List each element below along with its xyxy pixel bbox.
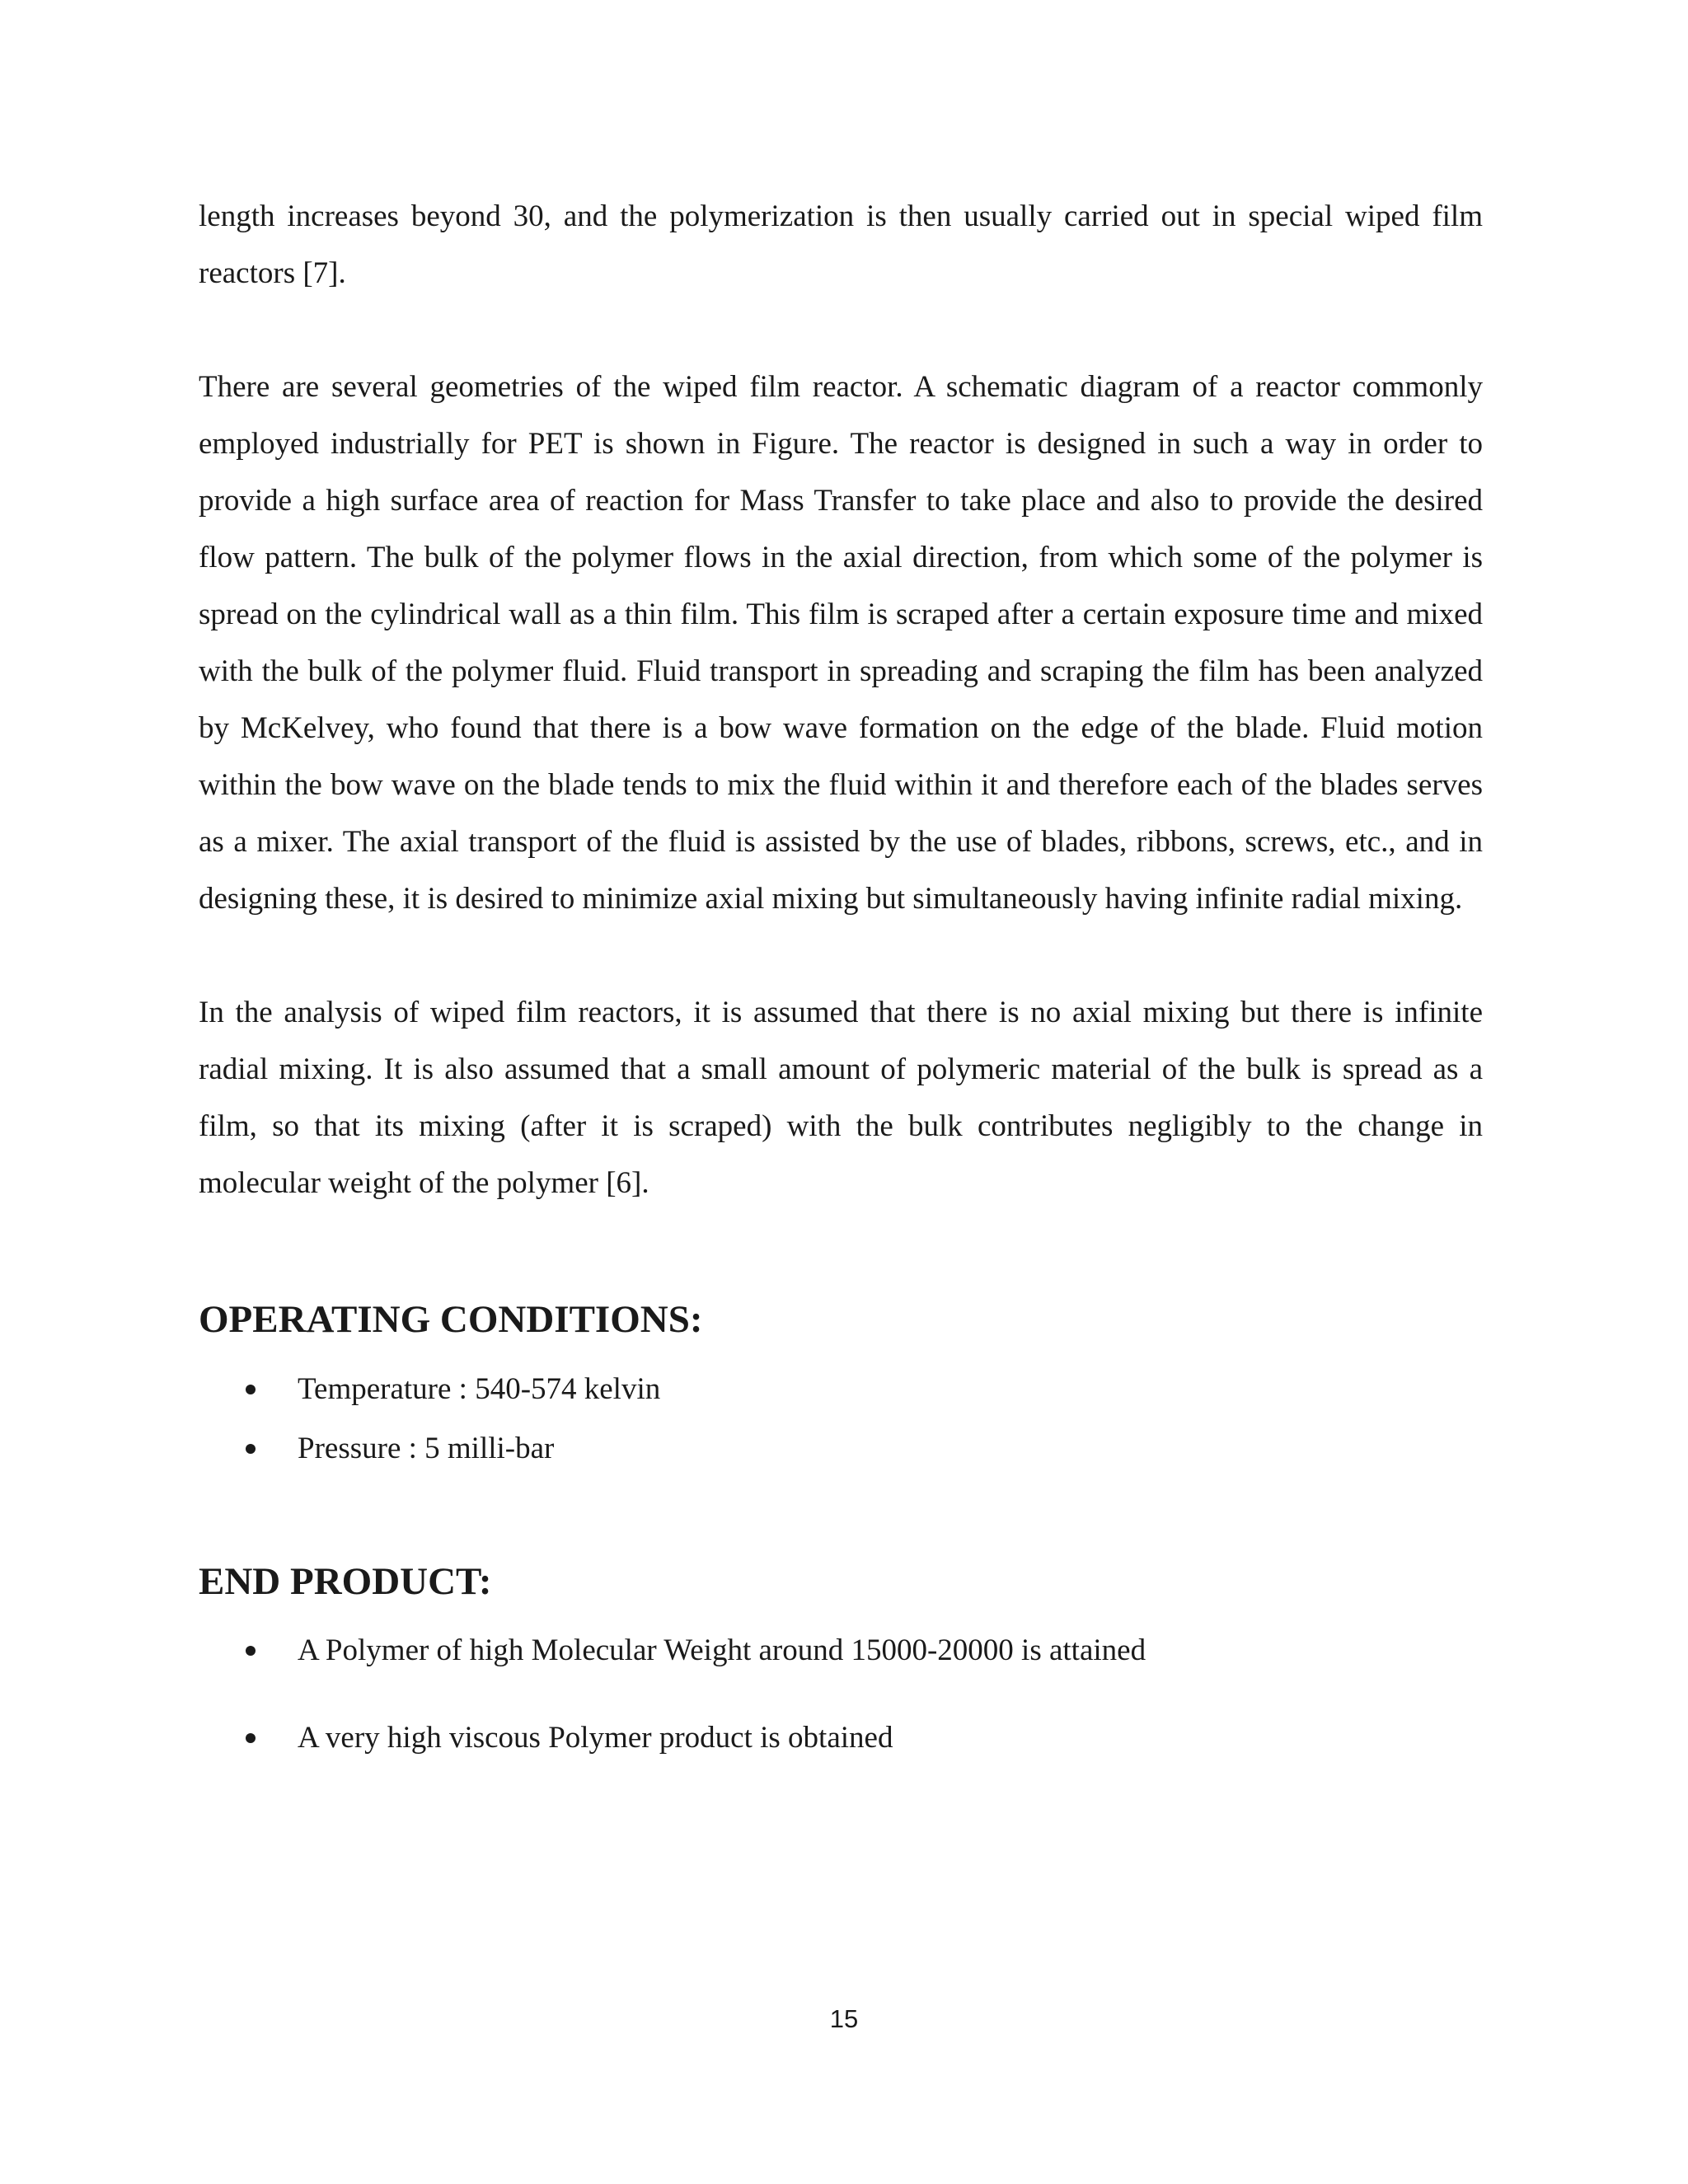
paragraph-continued-text: length increases beyond 30, and the polymerization is then usually carried out in special wiped film reactors [7].: [199, 199, 1483, 290]
end-product-heading: END PRODUCT:: [199, 1560, 492, 1603]
list-item: [199, 1708, 1146, 1768]
paragraph-reactor-geometries-text: There are several geometries of the wiped film reactor. A schematic diagram of a reactor commonly employed industrially for PET is shown in Figure. The reactor is designed in such a way in order to provide a high surface area of reaction for Mass Transfer to take place and also to provide the desired flow pattern. The bulk of the polymer flows in the axial direction, from which some of the polymer is spread on the cylindrical wall as a thin film. This film is scraped after a certain exposure time and mixed with the bulk of the polymer fluid. Fluid transport in spreading and scraping the film has been analyzed by McKelvey, who found that there is a bow wave formation on the edge of the blade. Fluid motion within the bow wave on the blade tends to mix the fluid within it and therefore each of the blades serves as a mixer. The axial transport of the fluid is assisted by the use of blades, ribbons, screws, etc., and in designing these, it is desired to minimize axial mixing but simultaneously having infinite radial mixing.: [199, 370, 1483, 916]
paragraph-reactor-geometries: [199, 359, 1483, 927]
page-number: 15: [829, 2004, 859, 2033]
paragraph-reactor-analysis-text: In the analysis of wiped film reactors, it is assumed that there is no axial mixing but there is infinite radial mixing. It is also assumed that a small amount of polymeric material of the bulk is spread as a film, so that its mixing (after it is scraped) with the bulk contributes negligibly to the change in molecular weight of the polymer [6].: [199, 996, 1483, 1200]
paragraph-reactor-analysis: [199, 984, 1483, 1212]
list-item: [199, 1621, 1146, 1680]
list-item-text: A very high viscous Polymer product is obtained: [298, 1721, 893, 1755]
list-item: [199, 1360, 660, 1419]
operating-conditions-list: [199, 1360, 660, 1479]
bullet-icon: [246, 1733, 256, 1743]
operating-conditions-heading: OPERATING CONDITIONS:: [199, 1298, 703, 1341]
end-product-list: [199, 1621, 1146, 1768]
paragraph-continued: [199, 188, 1483, 302]
list-item-text: Temperature : 540-574 kelvin: [298, 1372, 661, 1406]
bullet-icon: [246, 1444, 256, 1454]
list-item: [199, 1419, 660, 1479]
bullet-icon: [246, 1385, 256, 1394]
bullet-icon: [246, 1646, 256, 1656]
list-item-text: Pressure : 5 milli-bar: [298, 1432, 555, 1465]
list-item-text: A Polymer of high Molecular Weight around 15000-20000 is attained: [298, 1633, 1146, 1667]
